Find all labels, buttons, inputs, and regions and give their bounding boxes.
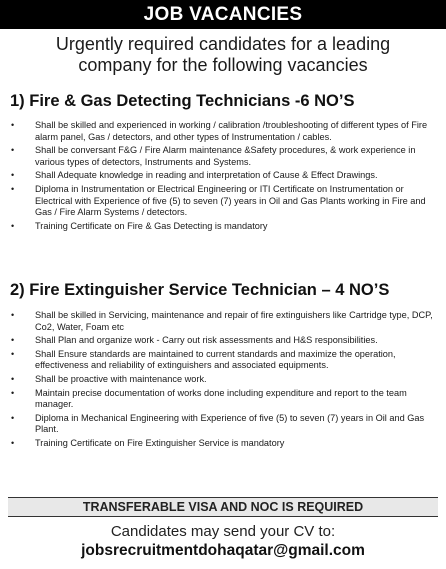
bullet-icon: • [11,373,15,384]
list-item-text: Shall Adequate knowledge in reading and interpretation of Cause & Effect Drawings. [35,170,378,181]
list-item-text: Shall Plan and organize work - Carry out risk assessments and H&S responsibilities. [35,335,378,346]
list-item [10,388,434,411]
list-item [10,120,434,143]
list-item-text: Training Certificate on Fire Extinguisher Service is mandatory [35,437,285,448]
visa-notice-banner [8,497,438,517]
list-item [10,438,434,450]
list-item-text: Shall be skilled in Servicing, maintenance and repair of fire extinguishers like Cartridge type, DCP, Co2, Water, Foam etc [35,310,433,332]
list-item [10,184,434,219]
bullet-icon: • [11,387,15,398]
list-item [10,221,434,233]
list-item [10,413,434,436]
page-title: JOB VACANCIES [143,3,303,25]
list-item-text: Diploma in Mechanical Engineering with Experience of five (5) to seven (7) years in Oil and Gas Plant. [35,412,425,435]
list-item [10,374,434,386]
bullet-icon: • [11,220,15,231]
bullet-icon: • [11,120,15,130]
list-item [10,349,434,372]
list-item-text: Shall be conversant F&G / Fire Alarm maintenance &Safety procedures, & work experience in various types of detectors, Instruments and Systems. [35,145,416,167]
list-item-text: Shall be proactive with maintenance work. [35,373,207,384]
page-title-bar [0,0,446,29]
list-item-text: Maintain precise documentation of works done including expenditure and report to the team manager. [35,387,407,410]
section-title-fire-extinguisher: 2) Fire Extinguisher Service Technician – 4 NO’S [10,281,390,299]
list-item-text: Shall Ensure standards are maintained to current standards and maximize the operation, effectiveness and reliability of extinguishers and associated equipments. [35,348,396,371]
requirements-list-fire-gas [10,120,434,232]
visa-notice-text: TRANSFERABLE VISA AND NOC IS REQUIRED [82,500,364,514]
bullet-icon: • [11,437,15,448]
intro-line-1: Urgently required candidates for a leading [55,34,391,54]
list-item [10,310,434,333]
list-item [10,170,434,182]
list-item-text: Shall be skilled and experienced in working / calibration /troubleshooting of different types of Fire alarm panel, Gas / detectors, and other types of Instrumentation / cables. [35,120,428,142]
list-item [10,335,434,347]
bullet-icon: • [11,145,15,156]
list-item [10,145,434,168]
intro-line-2: company for the following vacancies [78,55,368,75]
section-title-fire-gas: 1) Fire & Gas Detecting Technicians -6 NO’S [10,92,355,110]
list-item-text: Diploma in Instrumentation or Electrical Engineering or ITI Certificate on Instrumentation or Electrical with Experience of five (5) to seven (7) years in Oil and Gas Plants working in Fire and Gas / Fire Alarm Systems / detectors. [35,183,426,218]
bullet-icon: • [11,348,15,359]
bullet-icon: • [11,412,15,423]
bullet-icon: • [11,170,15,181]
bullet-icon: • [11,183,15,194]
contact-email: jobsrecruitmentdohaqatar@gmail.com [81,542,365,559]
list-item-text: Training Certificate on Fire & Gas Detecting is mandatory [35,220,268,231]
bullet-icon: • [11,310,15,320]
bullet-icon: • [11,335,15,346]
cv-prompt: Candidates may send your CV to: [110,523,336,540]
intro-text [0,34,446,76]
requirements-list-fire-extinguisher [10,310,434,450]
